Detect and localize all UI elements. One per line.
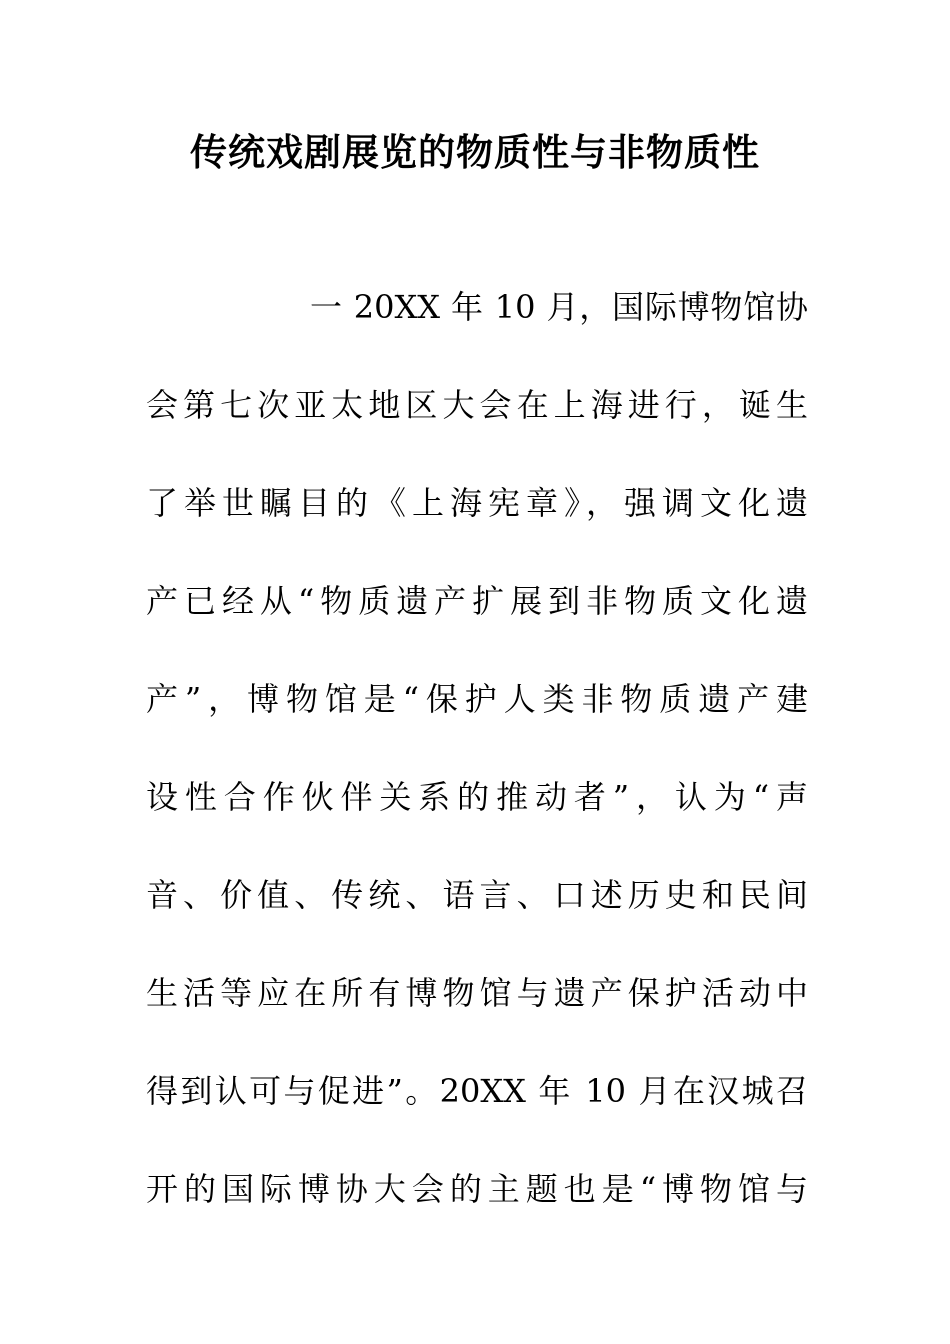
paragraph-line: 生活等应在所有博物馆与遗产保护活动中 <box>146 974 808 1012</box>
paragraph-line: 音、价值、传统、语言、口述历史和民间 <box>146 876 808 914</box>
paragraph-line: 会第七次亚太地区大会在上海进行，诞生 <box>146 386 808 424</box>
paragraph-line: 得到认可与促进”。20XX 年 10 月在汉城召 <box>146 1072 808 1110</box>
paragraph-line: 一 20XX 年 10 月，国际博物馆协 <box>310 288 808 326</box>
document-title: 传统戏剧展览的物质性与非物质性 <box>190 130 760 174</box>
paragraph-line: 设性合作伙伴关系的推动者”，认为“声 <box>146 778 808 816</box>
paragraph-line: 产已经从“物质遗产扩展到非物质文化遗 <box>146 582 808 620</box>
paragraph-line: 了举世瞩目的《上海宪章》，强调文化遗 <box>146 484 808 522</box>
paragraph-line: 产”，博物馆是“保护人类非物质遗产建 <box>146 680 808 718</box>
body-paragraph <box>146 258 808 1238</box>
paragraph-line: 开的国际博协大会的主题也是“博物馆与 <box>146 1170 808 1208</box>
